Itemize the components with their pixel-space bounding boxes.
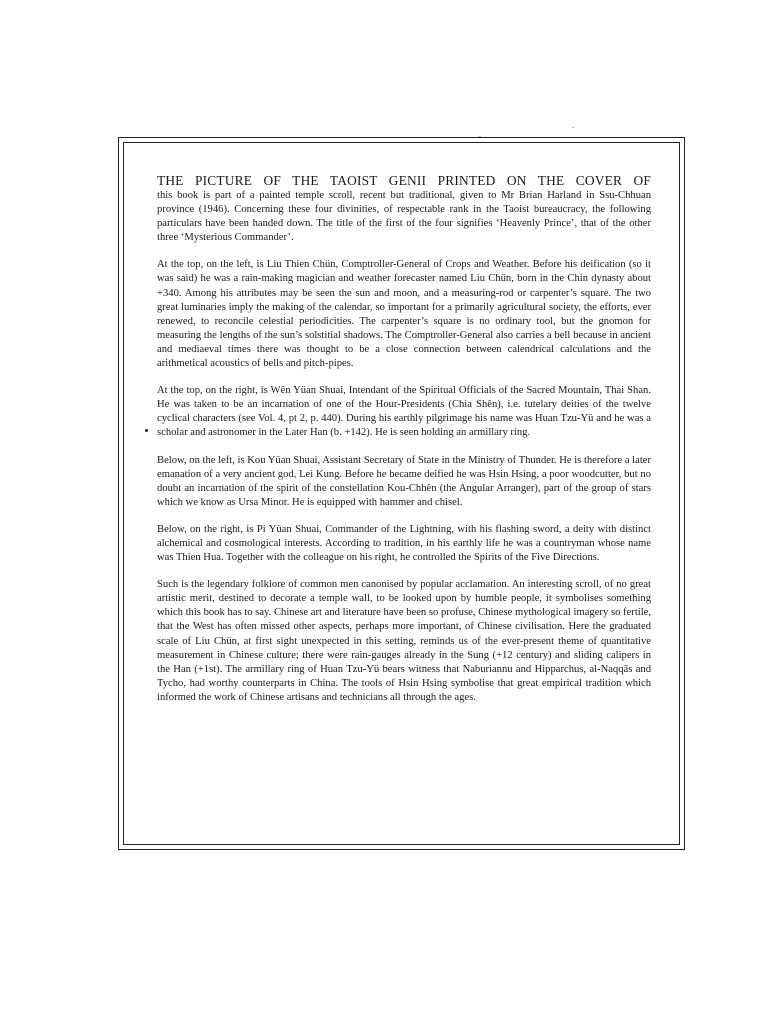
text-block: [157, 173, 651, 718]
heading: THE PICTURE OF THE TAOIST GENII PRINTED ON THE COVER OF: [157, 173, 651, 188]
paragraph-conclusion: Such is the legendary folklore of common men canonised by popular acclamation. An interesting scroll, of no great artistic merit, destined to decorate a temple wall, to be looked upon by humble people, it symbolises something which this book has to say. Chinese art and literature have been so profuse, Chinese mythological imagery so fertile, that the West has often missed other aspects, perhaps more important, of Chinese civilisation. Here the graduated scale of Liu Chün, at first sight unexpected in this setting, reminds us of the ever-present theme of quantitative measurement in Chinese culture; there were rain-gauges already in the Sung (+12 century) and sliding calipers in the Han (+1st). The armillary ring of Huan Tzu-Yü bears witness that Naburiannu and Hipparchus, al-Naqqās and Tycho, had worthy counterparts in China. The tools of Hsin Hsing symbolise that great empirical tradition which informed the work of Chinese artisans and technicians all through the ages.: [157, 579, 651, 703]
scan-speck: [572, 127, 574, 128]
paragraph-intro: this book is part of a painted temple scroll, recent but traditional, given to Mr Brian Harland in Ssu-Chhuan province (1946). Concerning these four divinities, of respectable rank in the Taoist bureaucracy, the following particulars have been handed down. The title of the first of the four signifies ‘Heavenly Prince’, that of the other three ‘Mysterious Commander’.: [157, 190, 651, 244]
paragraph-wen-yuan-shuai: At the top, on the right, is Wên Yüan Shuai, Intendant of the Spiritual Officials of the Sacred Mountain, Thai Shan. He was taken to be an incarnation of one of the Hour-Presidents (Chia Shên), i.e. tutelary deities of the twelve cyclical characters (see Vol. 4, pt 2, p. 440). During his earthly pilgrimage his name was Huan Tzu-Yü and he was a scholar and astronomer in the Later Han (b. +142). He is seen holding an armillary ring.: [157, 385, 651, 439]
paragraph-liu-thien-chun: At the top, on the left, is Liu Thien Chün, Comptroller-General of Crops and Weather. Before his deification (so it was said) he was a rain-making magician and weather forecaster named Liu Chün, born in the Chin dynasty about +340. Among his attributes may be seen the sun and moon, and a measuring-rod or carpenter’s square. The two great luminaries imply the making of the calendar, so important for a primarily agricultural society, the efforts, ever renewed, to reconcile celestial periodicities. The carpenter’s square is no ordinary tool, but the gnomon for measuring the lengths of the sun’s solstitial shadows. The Comptroller-General also carries a bell because in ancient and mediaeval times there was thought to be a close connection between calendrical calculations and the arithmetical acoustics of bells and pitch-pipes.: [157, 259, 651, 370]
scan-speck: [478, 136, 481, 137]
paragraph-pi-yuan-shuai: Below, on the right, is Pi Yüan Shuai, Commander of the Lightning, with his flashing sword, a deity with distinct alchemical and cosmological interests. According to tradition, in his earthly life he was a countryman whose name was Thien Hua. Together with the colleague on his right, he controlled the Spirits of the Five Directions.: [157, 523, 651, 564]
margin-mark: [145, 429, 148, 432]
paragraph-kou-yuan-shuai: Below, on the left, is Kou Yüan Shuai, Assistant Secretary of State in the Ministry of Thunder. He is therefore a later emanation of a very ancient god, Lei Kung. Before he became deified he was Hsin Hsing, a poor woodcutter, but no doubt an incarnation of the spirit of the constellation Kou-Chhên (the Angular Arranger), part of the group of stars which we know as Ursa Minor. He is equipped with hammer and chisel.: [157, 454, 651, 508]
